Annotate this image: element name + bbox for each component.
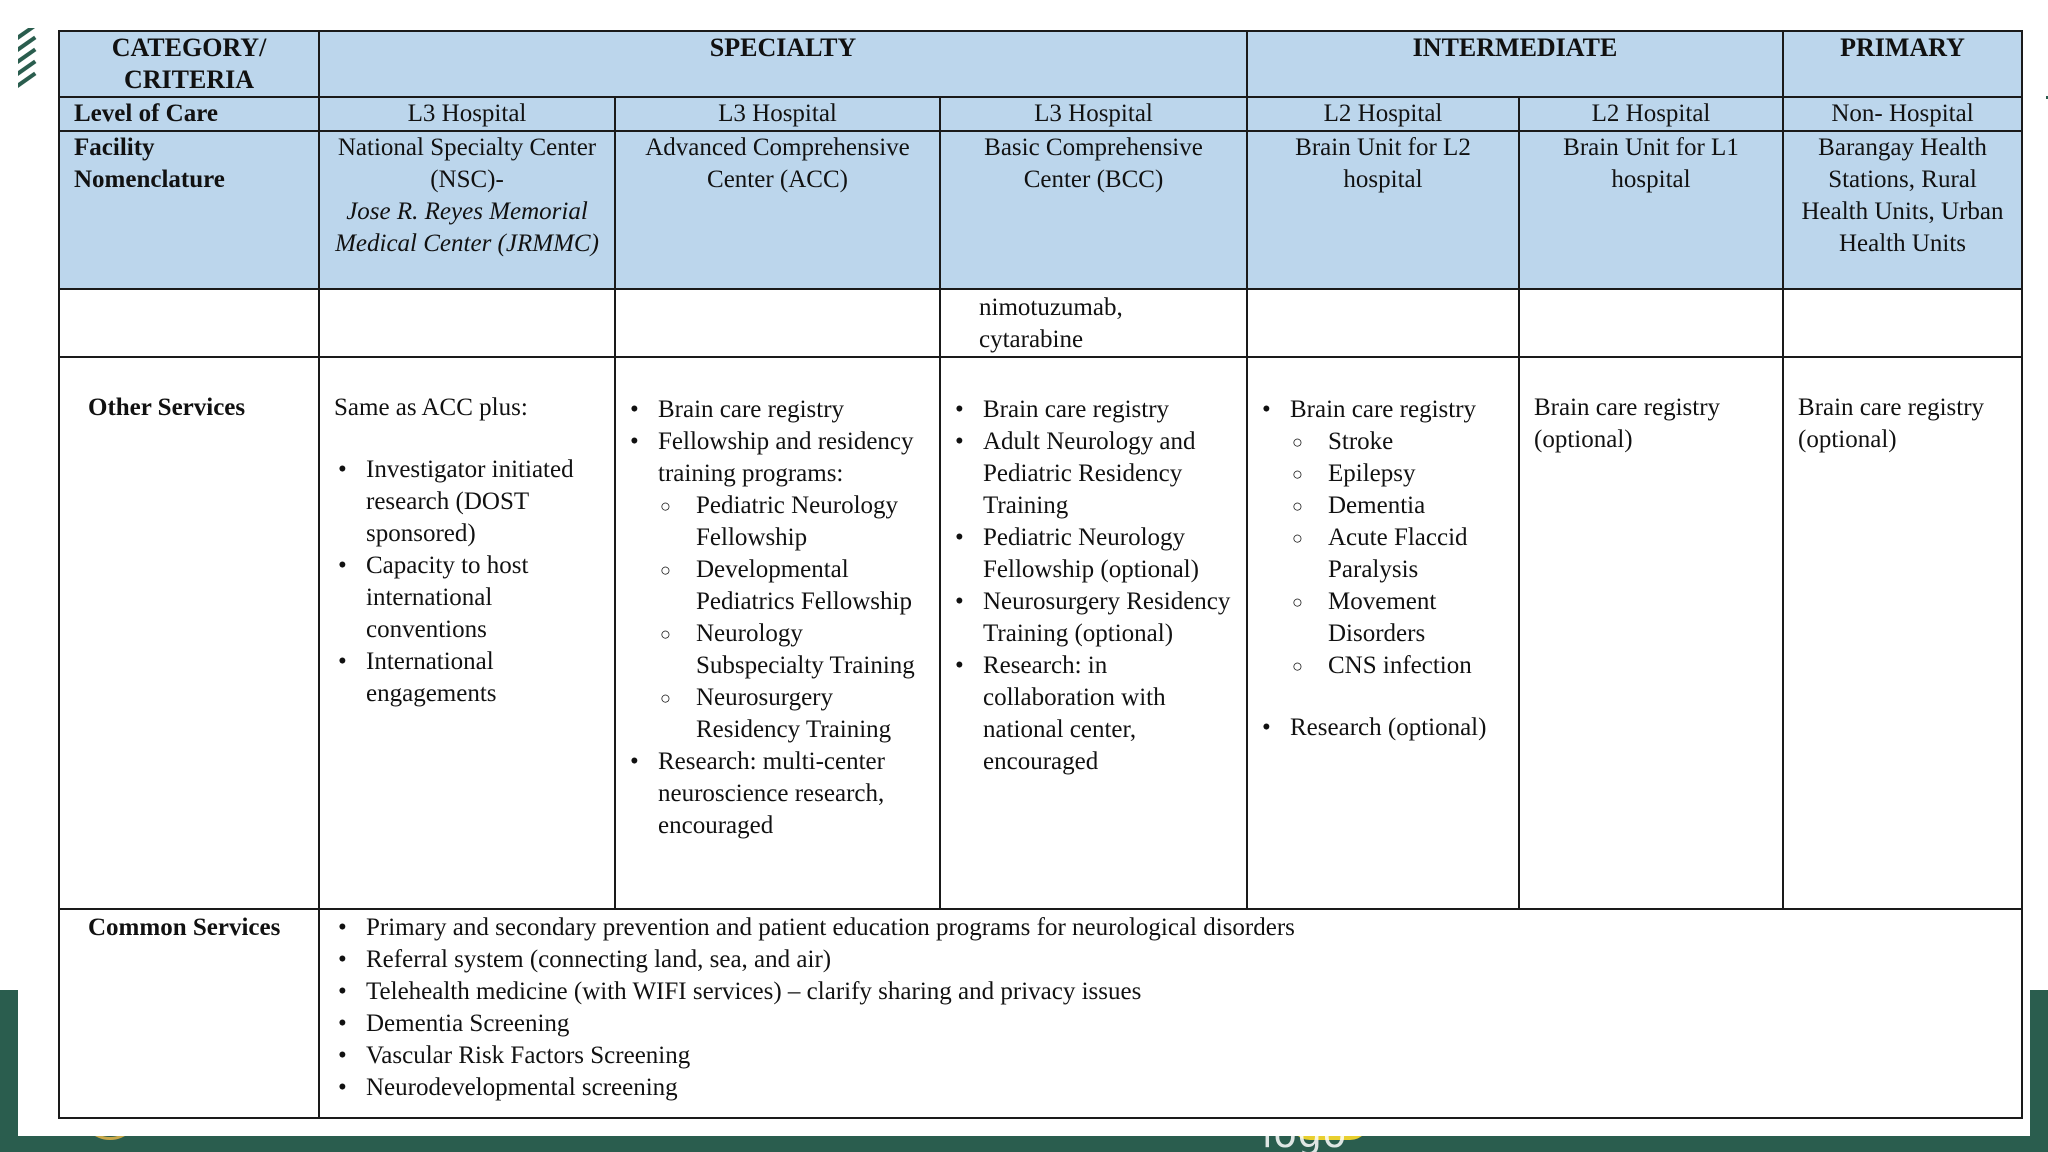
- list-item: • International engagements: [334, 646, 600, 710]
- list-item: • Pediatric Neurology Fellowship (optional): [951, 522, 1232, 586]
- header-primary: PRIMARY: [1783, 31, 2022, 97]
- facility-nsc-name: National Specialty Center (NSC)-: [337, 134, 597, 193]
- level-l1: L2 Hospital: [1519, 97, 1783, 131]
- common-services-list: [334, 912, 2007, 1104]
- sub-list-item: ○ Dementia: [1290, 490, 1504, 522]
- list-item: • Referral system (connecting land, sea, and air): [334, 944, 2007, 976]
- care-level-table: [58, 30, 2023, 1119]
- sub-list-item: ○ Stroke: [1290, 426, 1504, 458]
- common-services-label: Common Services: [59, 909, 319, 1118]
- other-services-l1: Brain care registry (optional): [1519, 357, 1783, 909]
- other-services-acc: [615, 357, 940, 909]
- sub-list-item: ○ CNS infection: [1290, 650, 1504, 682]
- l2-list: [1258, 394, 1504, 682]
- list-item: • Neurosurgery Residency Training (optional): [951, 586, 1232, 650]
- l2-registry-label: Brain care registry: [1290, 396, 1477, 423]
- list-item: • Vascular Risk Factors Screening: [334, 1040, 2007, 1072]
- facility-primary: Barangay Health Stations, Rural Health Units, Urban Health Units: [1783, 131, 2022, 289]
- facility-l2: Brain Unit for L2 hospital: [1247, 131, 1519, 289]
- sub-list-item: ○ Movement Disorders: [1290, 586, 1504, 650]
- other-services-nsc: [319, 357, 615, 909]
- facility-nsc: [319, 131, 615, 289]
- facility-nsc-hospital: Jose R. Reyes Memorial Medical Center (JRMMC): [335, 198, 599, 257]
- list-item: • Research: in collaboration with national center, encouraged: [951, 650, 1232, 778]
- l2-research-list: [1258, 712, 1504, 744]
- facility-l1: Brain Unit for L1 hospital: [1519, 131, 1783, 289]
- sub-list-item: ○ Pediatric Neurology Fellowship: [658, 490, 925, 554]
- header-row: [59, 31, 2022, 97]
- level-of-care-row: [59, 97, 2022, 131]
- acc-sublist: [658, 490, 925, 746]
- bcc-list: [951, 394, 1232, 778]
- list-item: • Research: multi-center neuroscience research, encouraged: [626, 746, 925, 842]
- list-item: • Investigator initiated research (DOST sponsored): [334, 454, 600, 550]
- list-item: [626, 426, 925, 746]
- carryover-empty-label: [59, 289, 319, 357]
- sub-list-item: ○ Acute Flaccid Paralysis: [1290, 522, 1504, 586]
- sub-list-item: ○ Neurosurgery Residency Training: [658, 682, 925, 746]
- list-item: • Dementia Screening: [334, 1008, 2007, 1040]
- list-item: [1258, 394, 1504, 682]
- level-of-care-label: Level of Care: [59, 97, 319, 131]
- facility-acc: Advanced Comprehensive Center (ACC): [615, 131, 940, 289]
- nsc-intro: Same as ACC plus:: [334, 394, 528, 421]
- header-category: CATEGORY/ CRITERIA: [59, 31, 319, 97]
- acc-list: [626, 394, 925, 842]
- level-primary: Non- Hospital: [1783, 97, 2022, 131]
- other-services-primary: Brain care registry (optional): [1783, 357, 2022, 909]
- level-l2: L2 Hospital: [1247, 97, 1519, 131]
- common-services-cell: [319, 909, 2022, 1118]
- carryover-row: [59, 289, 2022, 357]
- carryover-empty-acc: [615, 289, 940, 357]
- list-item: • Telehealth medicine (with WIFI services) – clarify sharing and privacy issues: [334, 976, 2007, 1008]
- facility-row: [59, 131, 2022, 289]
- level-acc: L3 Hospital: [615, 97, 940, 131]
- sub-list-item: ○ Developmental Pediatrics Fellowship: [658, 554, 925, 618]
- carryover-empty-l2: [1247, 289, 1519, 357]
- facility-label: Facility Nomenclature: [59, 131, 319, 289]
- l2-sublist: [1290, 426, 1504, 682]
- sub-list-item: ○ Epilepsy: [1290, 458, 1504, 490]
- list-item: • Capacity to host international conventions: [334, 550, 600, 646]
- acc-fellowship-label: Fellowship and residency training programs:: [658, 428, 914, 487]
- other-services-bcc: [940, 357, 1247, 909]
- document-page: [18, 0, 2030, 1136]
- other-services-l2: [1247, 357, 1519, 909]
- nsc-list: [334, 454, 600, 710]
- carryover-empty-l1: [1519, 289, 1783, 357]
- list-item: • Primary and secondary prevention and patient education programs for neurological disorders: [334, 912, 2007, 944]
- header-intermediate: INTERMEDIATE: [1247, 31, 1783, 97]
- list-item: • Research (optional): [1258, 712, 1504, 744]
- list-item: • Neurodevelopmental screening: [334, 1072, 2007, 1104]
- carryover-empty-nsc: [319, 289, 615, 357]
- list-item: • Adult Neurology and Pediatric Residency Training: [951, 426, 1232, 522]
- corner-logo-icon: [18, 28, 40, 102]
- list-item: • Brain care registry: [626, 394, 925, 426]
- sub-list-item: ○ Neurology Subspecialty Training: [658, 618, 925, 682]
- list-item: • Brain care registry: [951, 394, 1232, 426]
- other-services-label: Other Services: [59, 357, 319, 909]
- other-services-row: [59, 357, 2022, 909]
- carryover-empty-primary: [1783, 289, 2022, 357]
- facility-bcc: Basic Comprehensive Center (BCC): [940, 131, 1247, 289]
- common-services-row: [59, 909, 2022, 1118]
- level-nsc: L3 Hospital: [319, 97, 615, 131]
- header-specialty: SPECIALTY: [319, 31, 1247, 97]
- carryover-bcc: nimotuzumab, cytarabine: [940, 289, 1247, 357]
- level-bcc: L3 Hospital: [940, 97, 1247, 131]
